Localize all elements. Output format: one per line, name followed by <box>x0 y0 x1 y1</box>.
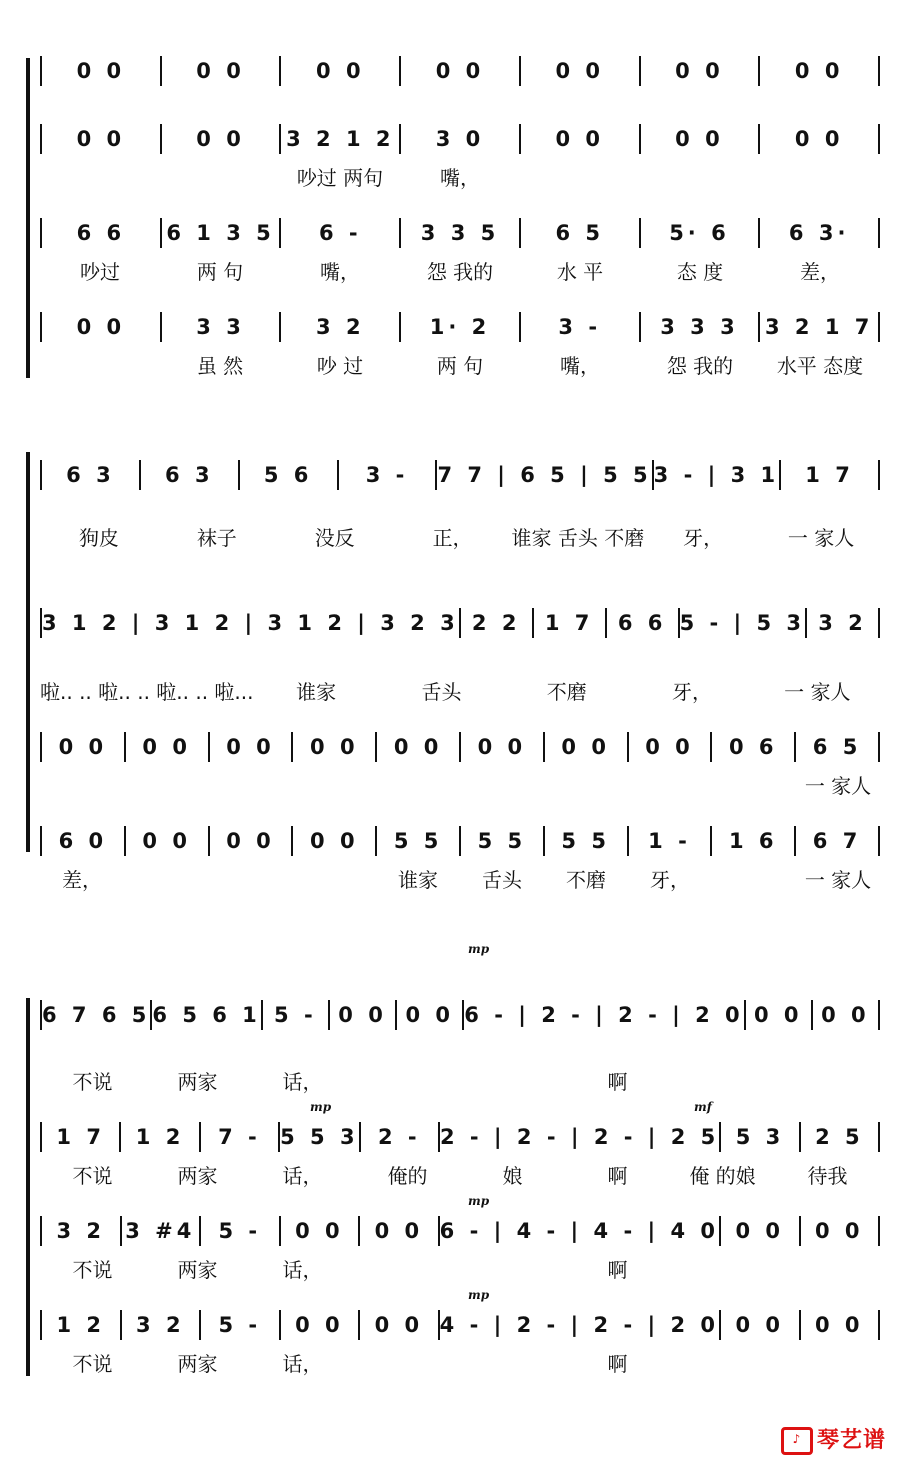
measures <box>40 122 880 156</box>
lyric-syllable <box>712 864 796 890</box>
measure: 1 2 <box>56 1313 106 1337</box>
measure: 6 7 6 5 <box>42 1003 151 1027</box>
measures <box>40 998 880 1032</box>
lyric-syllable: 吵过 两句 <box>296 166 384 190</box>
lyric-syllable: 啦.. .. 啦.. .. 啦.. .. 啦... <box>40 680 254 704</box>
lyric-syllable: 谁家 <box>296 680 337 704</box>
lyric-syllable <box>124 770 208 796</box>
lyric-syllable <box>544 770 628 796</box>
measure: 1 6 <box>729 829 778 853</box>
lyric-syllable: 袜子 <box>196 526 237 550</box>
barline <box>878 218 880 248</box>
measure: 6 5 <box>555 221 604 245</box>
lyric-syllable: 两家 <box>177 1352 218 1376</box>
lyric-syllable <box>520 162 640 188</box>
lyric-syllable: 一 家人 <box>804 774 872 798</box>
system-brace <box>26 998 30 1376</box>
measure: 5 3 <box>735 1125 785 1149</box>
lyric-syllable: 话， <box>282 1164 323 1188</box>
barline <box>878 732 880 762</box>
measure: 0 0 <box>405 1003 454 1027</box>
lyric-syllable <box>670 1348 775 1374</box>
lyric-syllable: 嘴， <box>320 260 360 284</box>
lyric-syllable: 怨 我的 <box>666 354 734 378</box>
lyric-syllable: 不磨 <box>546 680 587 704</box>
staff-line <box>40 310 880 378</box>
lyric-syllable: 不说 <box>72 1070 113 1094</box>
measures <box>40 1214 880 1248</box>
lyric-syllable: 两 句 <box>196 260 244 284</box>
measure: 1· 2 <box>429 315 491 339</box>
staff-line <box>40 824 880 892</box>
lyrics <box>40 864 880 890</box>
system-brace <box>26 58 30 378</box>
lyric-syllable <box>460 1348 565 1374</box>
measure: 0 0 <box>794 127 844 151</box>
measure: 0 0 <box>310 829 359 853</box>
system-1 <box>0 40 900 400</box>
measure: 2 - <box>377 1125 421 1149</box>
lyric-syllable <box>460 1066 565 1092</box>
measure: 4 - | 2 - | 2 - | 2 0 <box>439 1313 719 1337</box>
lyric-syllable: 啊 <box>607 1070 628 1094</box>
measures <box>40 730 880 764</box>
measure: 0 0 <box>142 829 191 853</box>
measure: 3 - | 3 1 <box>653 463 780 487</box>
lyric-syllable: 舌头 <box>421 680 462 704</box>
logo-icon: ♪ <box>781 1427 813 1455</box>
dynamic-mark: mp <box>468 942 490 956</box>
logo-text: 琴艺谱 <box>816 1428 886 1453</box>
measures <box>40 1308 880 1342</box>
measure: 0 0 <box>76 59 126 83</box>
lyric-syllable: 一 家人 <box>804 868 872 892</box>
measure: 0 0 <box>815 1219 864 1243</box>
lyric-syllable: 待我 <box>807 1164 848 1188</box>
lyrics <box>40 1066 880 1092</box>
barline <box>878 1310 880 1340</box>
measure: 5· 6 <box>669 221 730 245</box>
lyric-syllable <box>775 1348 880 1374</box>
lyric-syllable <box>355 1254 460 1280</box>
lyric-syllable: 没反 <box>314 526 355 550</box>
measure: 5 6 <box>263 463 313 487</box>
staff-line <box>40 1214 880 1282</box>
measure: 0 0 <box>645 735 694 759</box>
lyric-syllable <box>376 770 460 796</box>
lyric-syllable: 谁家 <box>398 868 438 892</box>
dynamic-mark: mp <box>468 1288 490 1302</box>
lyric-syllable <box>208 770 292 796</box>
lyric-syllable: 狗皮 <box>78 526 119 550</box>
lyric-syllable <box>208 864 292 890</box>
measure: 3 2 1 7 <box>764 315 874 339</box>
site-logo <box>781 1423 886 1455</box>
measure: 5 5 <box>561 829 610 853</box>
lyrics <box>40 162 880 188</box>
barline <box>878 1122 880 1152</box>
lyric-syllable: 两家 <box>177 1258 218 1282</box>
measure: 5 - <box>218 1313 262 1337</box>
measure: 0 0 <box>815 1313 864 1337</box>
lyric-syllable: 两 句 <box>436 354 484 378</box>
lyrics <box>40 256 880 282</box>
lyric-syllable: 差， <box>800 260 840 284</box>
measure: 5 - <box>274 1003 317 1027</box>
lyric-syllable <box>124 864 208 890</box>
lyric-syllable: 话， <box>282 1258 323 1282</box>
lyric-syllable <box>355 1066 460 1092</box>
lyric-syllable: 俺的 <box>387 1164 428 1188</box>
lyric-syllable: 不说 <box>72 1164 113 1188</box>
measure: 0 0 <box>735 1219 785 1243</box>
measure: 0 0 <box>735 1313 785 1337</box>
measure: 0 0 <box>76 315 126 339</box>
lyric-syllable: 啊 <box>607 1258 628 1282</box>
lyric-syllable <box>670 1254 775 1280</box>
measure: 2 - | 2 - | 2 - | 2 5 <box>439 1125 720 1149</box>
measure: 0 0 <box>675 127 724 151</box>
measures <box>40 458 880 492</box>
measure: 0 0 <box>295 1219 344 1243</box>
measure: 0 0 <box>435 59 485 83</box>
measure: 3 2 <box>818 611 867 635</box>
measures <box>40 54 880 88</box>
measure: 0 0 <box>142 735 191 759</box>
staff-line <box>40 730 880 798</box>
staff-line <box>40 1308 880 1376</box>
lyric-syllable <box>760 162 880 188</box>
measure: 0 0 <box>58 735 108 759</box>
measure: 0 0 <box>196 127 245 151</box>
staff-line <box>40 458 880 550</box>
measure: 3 2 <box>136 1313 185 1337</box>
measure: 5 5 3 <box>280 1125 359 1149</box>
lyric-syllable <box>40 350 160 376</box>
barline <box>878 124 880 154</box>
measure: 0 0 <box>675 59 724 83</box>
lyric-syllable <box>712 770 796 796</box>
measure: 1 2 <box>135 1125 185 1149</box>
barline <box>878 608 880 638</box>
lyric-syllable: 一 家人 <box>787 526 855 550</box>
lyric-syllable: 态 度 <box>676 260 724 284</box>
measure: 3 3 3 <box>660 315 739 339</box>
measure: 6 3 <box>165 463 214 487</box>
lyric-syllable: 不说 <box>72 1258 113 1282</box>
measure: 0 0 <box>226 829 275 853</box>
lyric-syllable: 牙， <box>672 680 713 704</box>
staff-line <box>40 606 880 704</box>
lyric-syllable: 娘 <box>502 1164 523 1188</box>
system-3 <box>0 942 900 1420</box>
measures <box>40 310 880 344</box>
lyric-syllable: 话， <box>282 1352 323 1376</box>
measure: 5 5 <box>393 829 443 853</box>
barline <box>878 56 880 86</box>
lyric-syllable: 谁家 舌头 不磨 <box>511 526 645 550</box>
measure: 0 0 <box>295 1313 344 1337</box>
measure: 0 0 <box>316 59 365 83</box>
lyrics <box>40 1160 880 1186</box>
measure: 0 0 <box>794 59 844 83</box>
measure: 6 5 6 1 <box>152 1003 261 1027</box>
lyric-syllable: 虽 然 <box>196 354 244 378</box>
measure: 1 - <box>648 829 691 853</box>
dynamic-mark: mf <box>694 1100 712 1114</box>
measure: 5 - | 5 3 <box>679 611 806 635</box>
lyrics <box>40 1348 880 1374</box>
measure: 0 0 <box>374 1219 424 1243</box>
measure: 7 - <box>218 1125 261 1149</box>
lyrics <box>40 350 880 376</box>
staff-line <box>40 998 880 1094</box>
measures <box>40 606 880 640</box>
lyric-syllable: 啊 <box>607 1352 628 1376</box>
lyric-syllable: 两家 <box>177 1164 218 1188</box>
lyric-syllable: 不说 <box>72 1352 113 1376</box>
lyric-syllable: 两家 <box>177 1070 218 1094</box>
measure: 1 7 <box>805 463 854 487</box>
dynamic-mark: mp <box>468 1194 490 1208</box>
lyric-syllable: 吵过 <box>80 260 120 284</box>
measure: 6 - | 4 - | 4 - | 4 0 <box>439 1219 719 1243</box>
measure: 7 7 | 6 5 | 5 5 <box>437 463 652 487</box>
lyric-syllable: 一 家人 <box>784 680 851 704</box>
measure: 3 #4 <box>125 1219 196 1243</box>
measure: 6 6 <box>617 611 667 635</box>
lyrics <box>40 94 880 120</box>
barline <box>878 1000 880 1030</box>
lyric-syllable: 差， <box>62 868 102 892</box>
lyric-syllable <box>628 770 712 796</box>
lyric-syllable <box>670 1066 775 1092</box>
lyrics <box>40 676 880 702</box>
measure: 0 0 <box>226 735 275 759</box>
measure: 2 5 <box>815 1125 864 1149</box>
measure: 6 3· <box>788 221 850 245</box>
measure: 3 3 <box>196 315 245 339</box>
lyric-syllable: 不磨 <box>566 868 606 892</box>
measure: 3 2 1 2 <box>286 127 395 151</box>
measure: 5 5 <box>477 829 527 853</box>
lyric-syllable: 水 平 <box>556 260 604 284</box>
system-2 <box>0 430 900 900</box>
system-brace <box>26 452 30 852</box>
barline <box>878 312 880 342</box>
lyric-syllable <box>775 1066 880 1092</box>
measure: 0 0 <box>821 1003 870 1027</box>
staff-line <box>40 54 880 88</box>
dynamic-mark: mp <box>310 1100 332 1114</box>
measure: 1 7 <box>56 1125 105 1149</box>
measure: 6 0 <box>58 829 108 853</box>
staff-line <box>40 122 880 190</box>
measure: 6 - | 2 - | 2 - | 2 0 <box>464 1003 744 1027</box>
measure: 0 0 <box>338 1003 387 1027</box>
measure: 0 0 <box>393 735 443 759</box>
measure: 2 2 <box>471 611 521 635</box>
measure: 3 0 <box>435 127 485 151</box>
measure: 3 - <box>558 315 602 339</box>
measure: 5 - <box>218 1219 262 1243</box>
lyric-syllable <box>40 162 160 188</box>
measure: 0 0 <box>196 59 245 83</box>
measure: 3 1 2 | 3 1 2 | 3 1 2 | 3 2 3 <box>42 611 459 635</box>
barline <box>878 1216 880 1246</box>
lyrics <box>40 770 880 796</box>
barline <box>878 460 880 490</box>
measure: 6 6 <box>76 221 126 245</box>
barline <box>878 826 880 856</box>
staff-line <box>40 1120 880 1188</box>
measure: 3 2 <box>56 1219 106 1243</box>
lyric-syllable <box>160 162 280 188</box>
measure: 6 7 <box>812 829 862 853</box>
measure: 0 0 <box>310 735 359 759</box>
lyric-syllable <box>460 1254 565 1280</box>
measures <box>40 1120 880 1154</box>
measures <box>40 824 880 858</box>
measures <box>40 216 880 250</box>
lyric-syllable <box>460 770 544 796</box>
measure: 0 0 <box>555 127 604 151</box>
staff-line <box>40 216 880 284</box>
measure: 6 1 3 5 <box>166 221 275 245</box>
measure: 3 - <box>365 463 409 487</box>
measure: 6 - <box>318 221 362 245</box>
lyric-syllable: 牙， <box>683 526 724 550</box>
lyric-syllable: 怨 我的 <box>426 260 494 284</box>
lyric-syllable: 话， <box>282 1070 323 1094</box>
lyric-syllable: 舌头 <box>482 868 522 892</box>
lyric-syllable: 吵 过 <box>316 354 364 378</box>
measure: 0 0 <box>555 59 604 83</box>
measure: 0 0 <box>374 1313 424 1337</box>
lyric-syllable <box>292 770 376 796</box>
lyric-syllable <box>40 770 124 796</box>
lyric-syllable: 水平 态度 <box>776 354 864 378</box>
measure: 3 3 5 <box>420 221 500 245</box>
lyric-syllable: 俺 的娘 <box>689 1164 756 1188</box>
lyric-syllable: 啊 <box>607 1164 628 1188</box>
lyric-syllable <box>640 162 760 188</box>
lyric-syllable: 正， <box>432 526 473 550</box>
lyric-syllable <box>775 1254 880 1280</box>
measure: 1 7 <box>544 611 594 635</box>
lyric-syllable: 牙， <box>650 868 690 892</box>
measure: 0 0 <box>753 1003 803 1027</box>
lyric-syllable <box>355 1348 460 1374</box>
lyric-syllable: 嘴， <box>440 166 480 190</box>
lyric-syllable: 嘴， <box>560 354 600 378</box>
measure: 6 5 <box>812 735 862 759</box>
measure: 0 0 <box>76 127 126 151</box>
lyric-syllable <box>292 864 376 890</box>
lyrics <box>40 522 880 548</box>
measure: 0 6 <box>729 735 778 759</box>
measure: 6 3 <box>66 463 115 487</box>
measure: 3 2 <box>316 315 365 339</box>
lyrics <box>40 1254 880 1280</box>
measure: 0 0 <box>561 735 610 759</box>
measure: 0 0 <box>477 735 527 759</box>
